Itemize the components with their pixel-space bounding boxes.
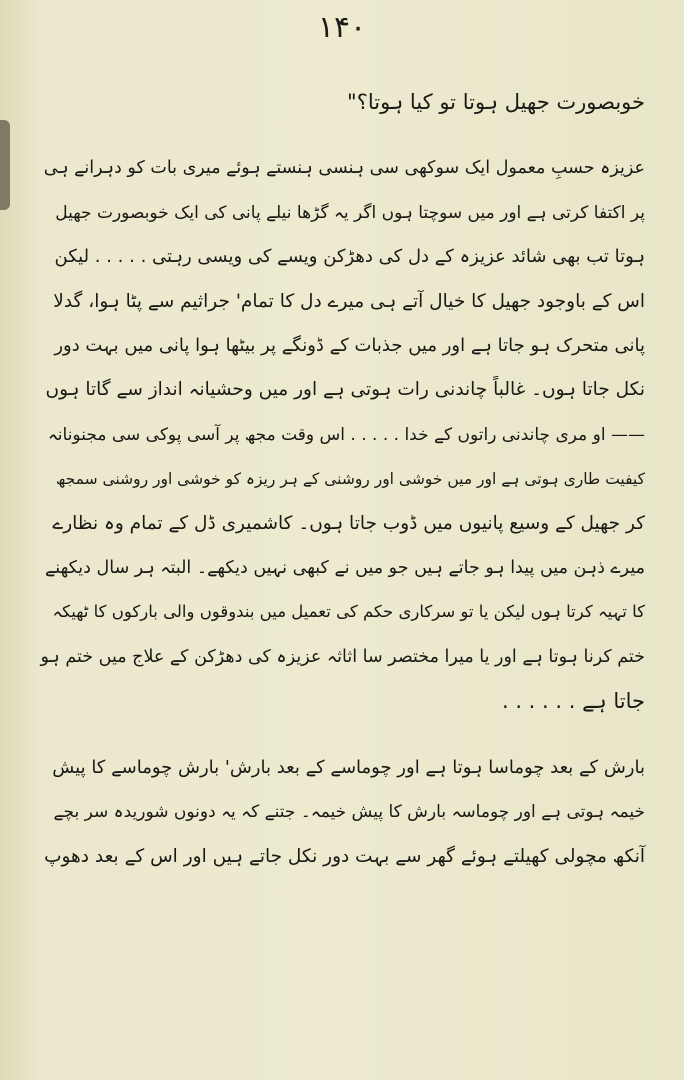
- text-line: میرے ذہن میں پیدا ہو جاتے ہیں جو میں نے کبھی نہیں دیکھے۔ البتہ ہر سال دیکھنے: [45, 558, 645, 579]
- text-line: بارش کے بعد چوماسا ہوتا ہے اور چوماسے کے بعد بارش' بارش چوماسے کا پیش: [52, 756, 645, 778]
- text-line: اس کے باوجود جھیل کا خیال آتے ہی میرے دل کا تمام' جراثیم سے پٹا ہوا، گدلا: [53, 290, 645, 312]
- text-line: پر اکتفا کرتی ہے اور میں سوچتا ہوں اگر یہ گڑھا نیلے پانی کی ایک خوبصورت جھیل: [55, 202, 645, 223]
- paragraph-3: [40, 746, 645, 879]
- text-line: آنکھ مچولی کھیلتے ہوئے گھر سے بہت دور نکل جاتے ہیں اور اس کے بعد دھوپ: [44, 845, 645, 867]
- text-line: ہوتا تب بھی شائد عزیزہ کے دل کی دھڑکن ویسے کی ویسی رہتی . . . . . لیکن: [54, 246, 645, 268]
- text-line: ختم کرنا ہوتا ہے اور یا میرا مختصر سا اثاثہ عزیزہ کی دھڑکن کے علاج میں ختم ہو: [40, 646, 645, 667]
- text-line: —— او مری چاندنی راتوں کے خدا . . . . . اس وقت مجھ پر آسی پوکی سی مجنونانہ: [47, 424, 645, 445]
- page-number: ۱۴۰: [317, 10, 367, 45]
- text-line: پانی متحرک ہو جاتا ہے اور میں جذبات کے ڈونگے پر بیٹھا ہوا پانی میں بہت دور: [54, 335, 645, 357]
- page-edge-shadow: [0, 120, 10, 210]
- text-line: نکل جاتا ہوں۔ غالباً چاندنی رات ہوتی ہے اور میں وحشیانہ انداز سے گاتا ہوں: [45, 379, 645, 401]
- text-line: کا تہیہ کرتا ہوں لیکن یا تو سرکاری حکم کی تعمیل میں بندوقوں والی بارکوں کا ٹھیکہ: [52, 602, 645, 622]
- text-line: عزیزہ حسبِ معمول ایک سوکھی سی ہنسی ہنستے ہوئے میری بات کو دہرانے ہی: [43, 158, 645, 179]
- text-line: کیفیت طاری ہوتی ہے اور میں خوشی اور روشنی کے ہر ریزہ کو خوشی اور روشنی سمجھ: [55, 470, 645, 489]
- text-line: جاتا ہے . . . . . .: [501, 689, 645, 714]
- paragraph-2: [40, 146, 645, 723]
- text-line: خیمہ ہوتی ہے اور چوماسہ بارش کا پیش خیمہ۔ جتنے کہ یہ دونوں شوریدہ سر بچے: [53, 802, 645, 823]
- text-line: خوبصورت جھیل ہوتا تو کیا ہوتا؟": [347, 90, 645, 114]
- paragraph-1: [40, 80, 645, 124]
- text-line: کر جھیل کے وسیع پانیوں میں ڈوب جاتا ہوں۔ کاشمیری ڈل کے تمام وہ نظارے: [52, 512, 645, 534]
- body-text: [40, 80, 645, 879]
